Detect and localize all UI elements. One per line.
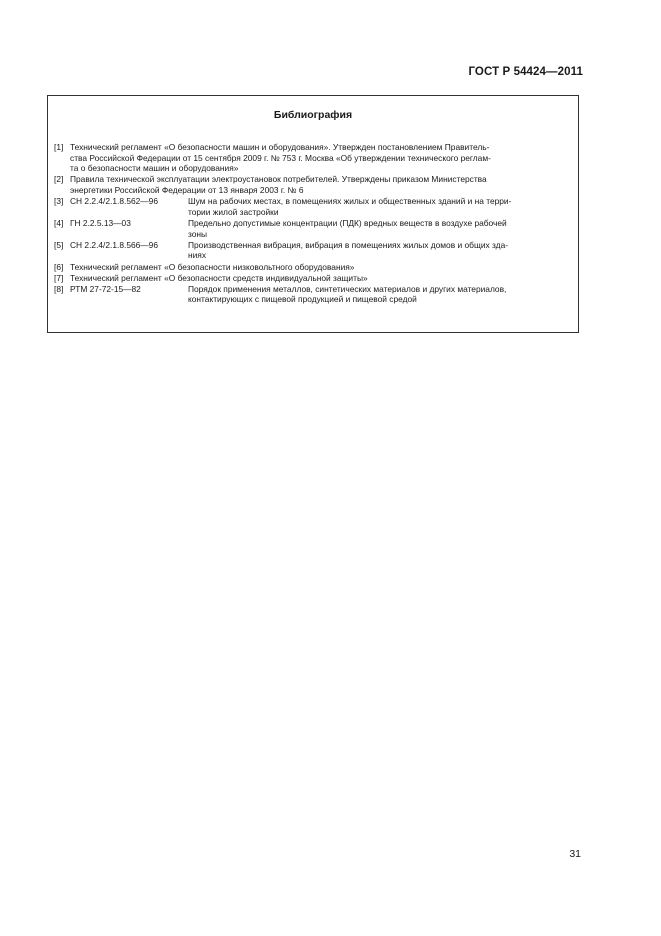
entry-text [70,174,572,195]
entry-code: СН 2.2.4/2.1.8.562—96 [70,196,158,207]
entry-text-line: та о безопасности машин и оборудования» [70,163,239,174]
entry-text-line: ниях [188,250,207,261]
entry-number: [2] [54,174,64,185]
entry-text [188,218,572,239]
entry-text-line: Производственная вибрация, вибрация в помещениях жилых домов и общих зда- [188,239,509,250]
entry-text [70,273,572,284]
entry-text [188,284,572,305]
bibliography-entry [54,284,572,305]
entry-text-line: Предельно допустимые концентрации (ПДК) вредных веществ в воздухе рабочей [188,217,507,228]
entry-text [188,196,572,217]
bibliography-entry [54,273,572,284]
entry-text [70,142,572,174]
entry-number: [3] [54,196,64,207]
bibliography-entry [54,174,572,195]
entry-number: [4] [54,217,64,228]
entry-text-line: Технический регламент «О безопасности машин и оборудования». Утвержден постановлением Правитель- [70,142,490,152]
bibliography-entry [54,262,572,273]
entry-text-line: зоны [188,228,208,239]
entry-number: [8] [54,283,64,294]
entry-code: ГН 2.2.5.13—03 [70,217,131,228]
bibliography-entry [54,240,572,261]
page-number: 31 [569,848,581,860]
entry-text-line: Порядок применения металлов, синтетических материалов и других материалов, [188,283,507,294]
bibliography-title: Библиография [273,109,353,121]
bibliography-entry [54,196,572,217]
entry-number: [5] [54,239,64,250]
entry-text-line: Технический регламент «О безопасности средств индивидуальной защиты» [70,272,368,283]
entry-text-line: тории жилой застройки [188,206,279,217]
entry-text [188,240,572,261]
entry-number: [7] [54,272,64,283]
entry-text-line: контактирующих с пищевой продукцией и пищевой средой [188,294,417,305]
entry-text-line: Технический регламент «О безопасности низковольтного оборудования» [70,261,355,272]
entry-text-line: энергетики Российской Федерации от 13 января 2003 г. № 6 [70,184,304,195]
entry-text [70,262,572,273]
bibliography-list [54,142,572,306]
bibliography-entry [54,142,572,174]
entry-code: РТМ 27-72-15—82 [70,283,141,294]
bibliography-frame [47,95,579,333]
bibliography-entry [54,218,572,239]
entry-text-line: Шум на рабочих местах, в помещениях жилых и общественных зданий и на терри- [188,196,512,207]
entry-text-line: ства Российской Федерации от 15 сентября 2009 г. № 753 г. Москва «Об утверждении технического реглам- [70,152,491,163]
entry-text-line: Правила технической эксплуатации электроустановок потребителей. Утверждены приказом Министерства [70,174,487,185]
entry-number: [6] [54,261,64,272]
entry-number: [1] [54,142,64,152]
entry-code: СН 2.2.4/2.1.8.566—96 [70,239,158,250]
document-code: ГОСТ Р 54424—2011 [468,66,583,78]
